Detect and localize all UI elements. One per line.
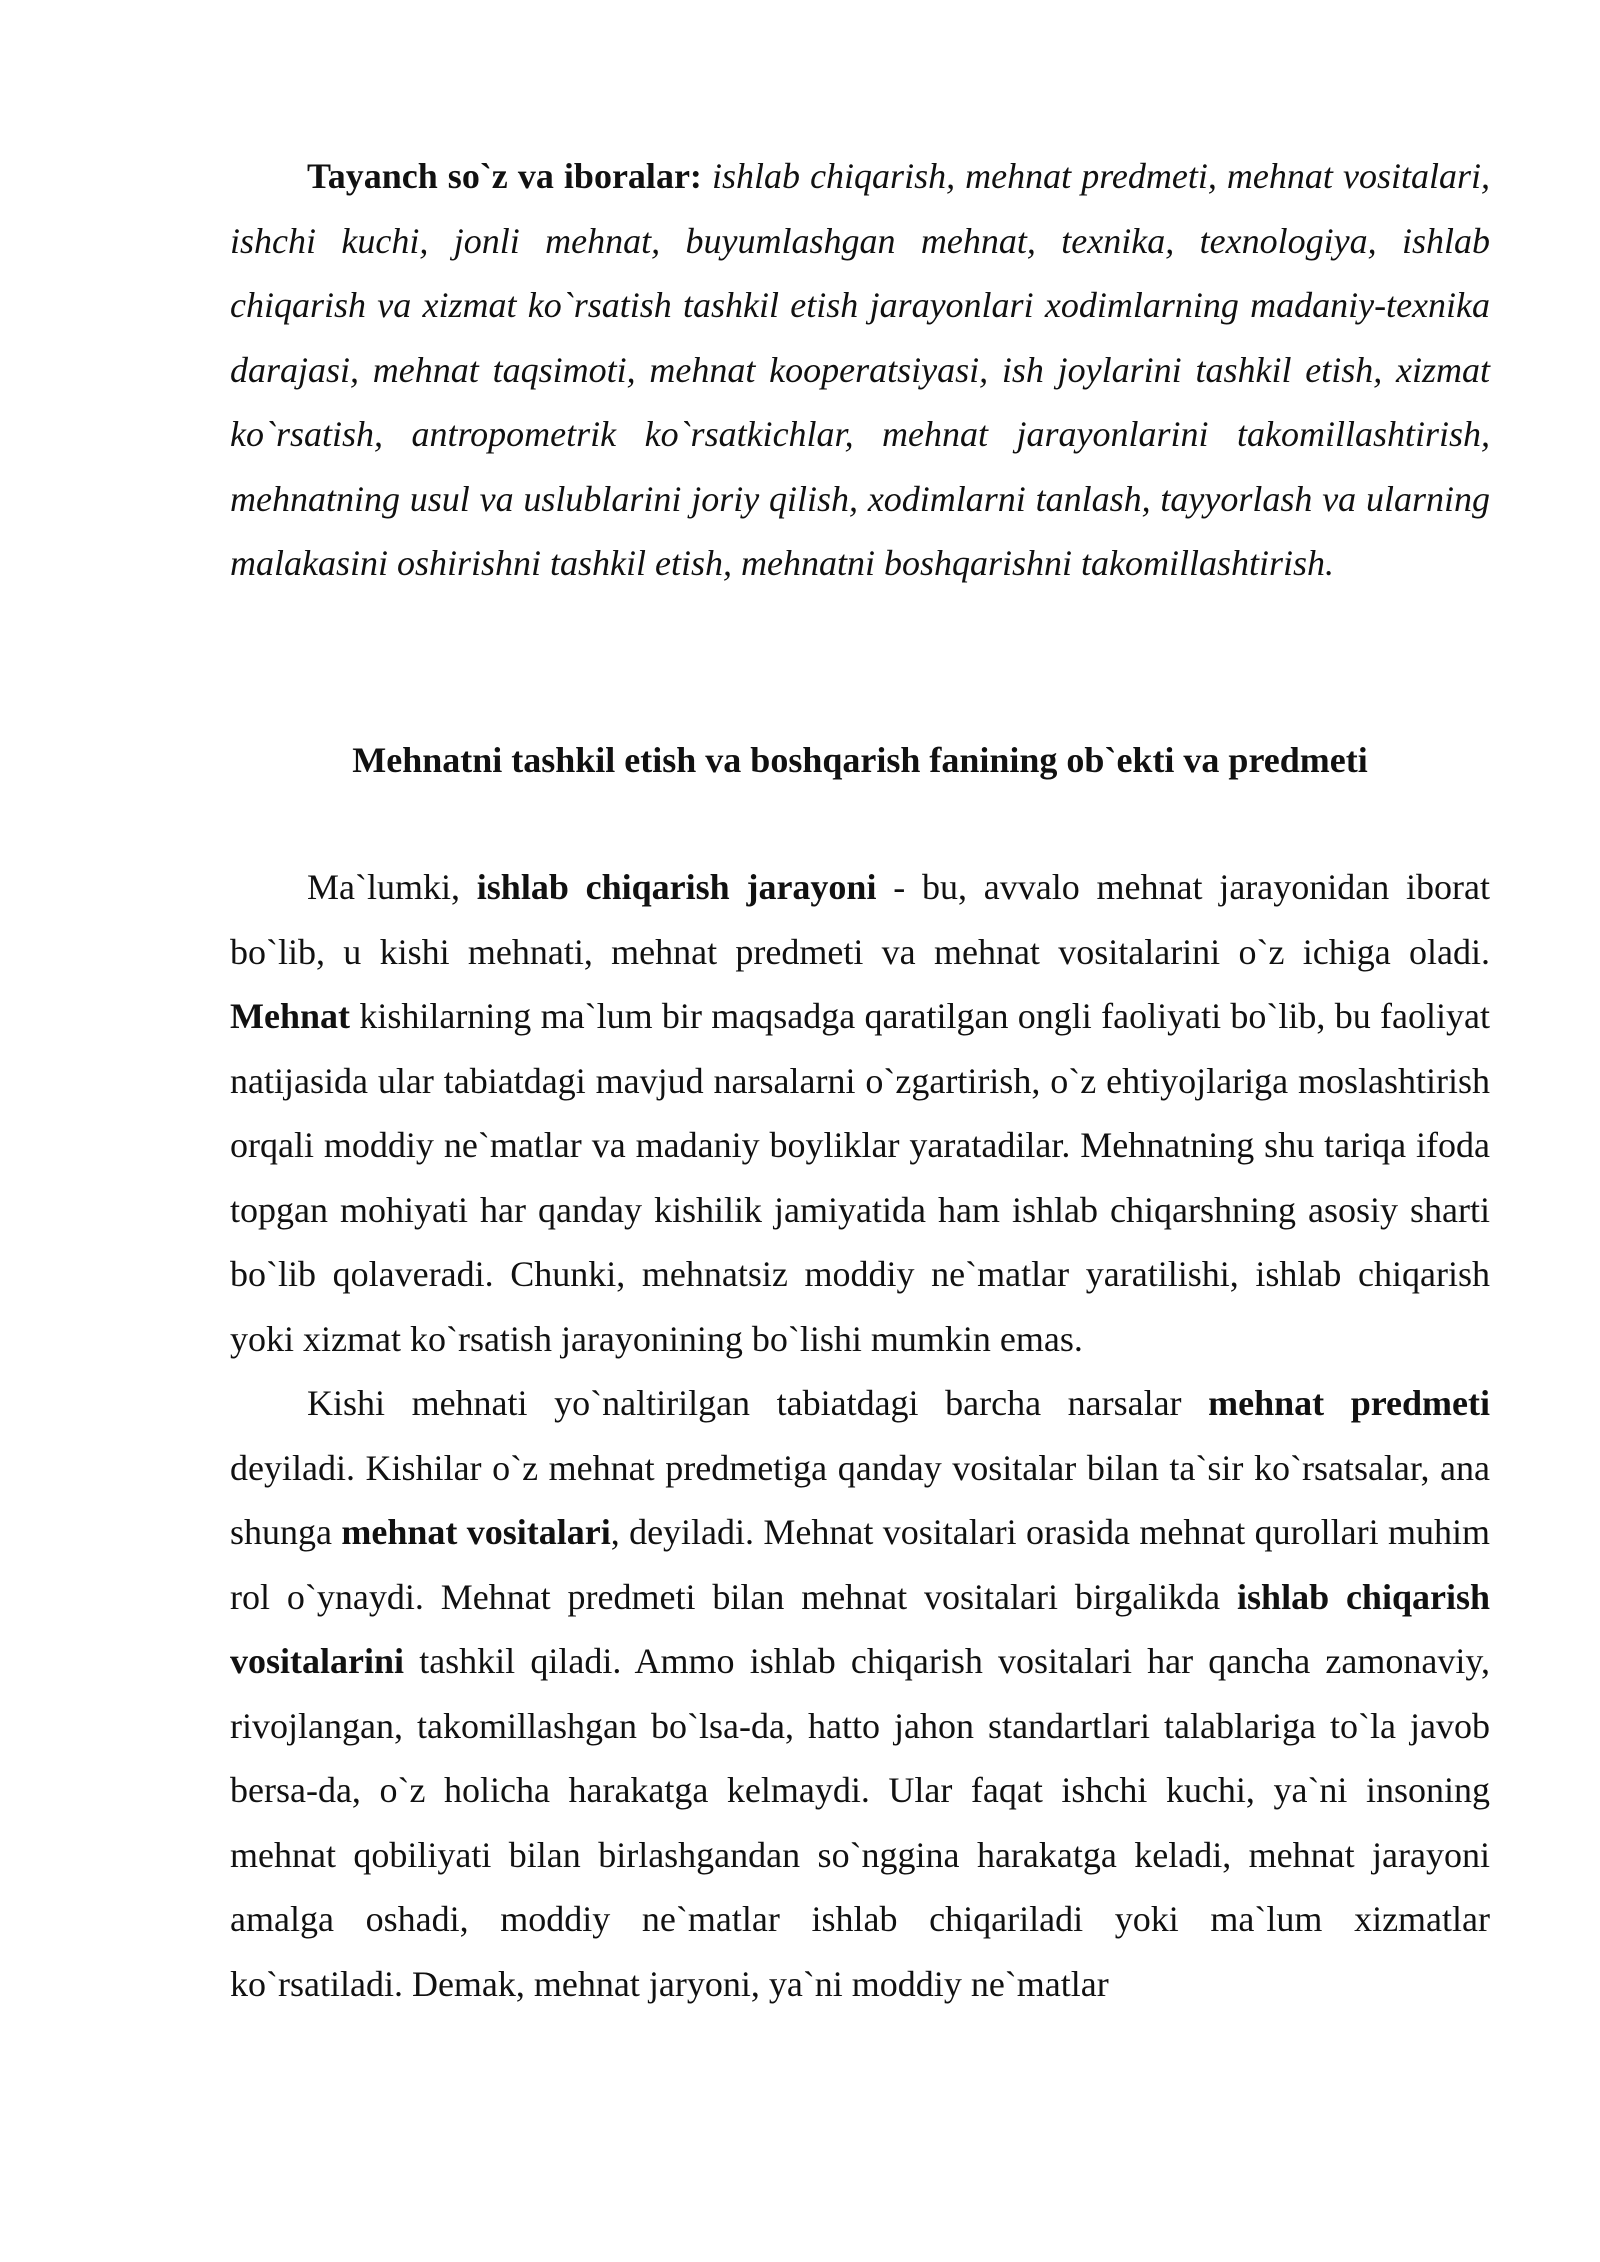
paragraph-1	[230, 855, 1490, 1371]
keywords-label: Tayanch so`z va iboralar:	[307, 156, 702, 196]
keywords-paragraph	[230, 144, 1490, 596]
p2-text-c: deyiladi. Kishilar o`z mehnat predmetiga qanday vositalar bilan ta`sir ko`rsatsalar, ana shunga	[230, 1447, 1490, 1552]
p1-bold-term-labor: Mehnat	[230, 996, 350, 1036]
p1-text-c: - bu, avvalo mehnat jarayonidan iborat bo`lib, u kishi mehnati, mehnat predmeti va mehnat vositalarini o`z ichiga oladi.	[230, 867, 1490, 972]
p2-bold-term-production-means: ishlab chiqarish vositalarini	[230, 1576, 1490, 1681]
p2-text-a: Kishi mehnati yo`naltirilgan tabiatdagi barcha narsalar	[307, 1383, 1209, 1423]
p1-text-e: kishilarning ma`lum bir maqsadga qaratilgan ongli faoliyati bo`lib, bu faoliyat natijasida ular tabiatdagi mavjud narsalarni o`zgartirish, o`z ehtiyojlariga moslashtirish orqali moddiy ne`matlar va madaniy boyliklar yaratadilar. Mehnatning shu tariqa ifoda topgan mohiyati har qanday kishilik jamiyatida ham ishlab chiqarshning asosiy sharti bo`lib qolaveradi. Chunki, mehnatsiz moddiy ne`matlar yaratilishi, ishlab chiqarish yoki xizmat ko`rsatish jarayonining bo`lishi mumkin emas.	[230, 996, 1490, 1359]
body-text	[230, 855, 1490, 2016]
p1-text-a: Ma`lumki,	[307, 867, 477, 907]
section-heading: Mehnatni tashkil etish va boshqarish fanining ob`ekti va predmeti	[352, 740, 1368, 780]
keywords-text: ishlab chiqarish, mehnat predmeti, mehnat vositalari, ishchi kuchi, jonli mehnat, buyumlashgan mehnat, texnika, texnologiya, ishlab chiqarish va xizmat ko`rsatish tashkil etish jarayonlari xodimlarning madaniy-texnika darajasi, mehnat taqsimoti, mehnat kooperatsiyasi, ish joylarini tashkil etish, xizmat ko`rsatish, antropometrik ko`rsatkichlar, mehnat jarayonlarini takomillashtirish, mehnatning usul va uslublarini joriy qilish, xodimlarni tanlash, tayyorlash va ularning malakasini oshirishni tashkil etish, mehnatni boshqarishni takomillashtirish.	[230, 156, 1490, 583]
p2-bold-term-labor-object: mehnat predmeti	[1208, 1383, 1490, 1423]
p1-bold-term-production-process: ishlab chiqarish jarayoni	[476, 867, 877, 907]
paragraph-2	[230, 1371, 1490, 2016]
p2-text-e: , deyiladi. Mehnat vositalari orasida mehnat qurollari muhim rol o`ynaydi. Mehnat predmeti bilan mehnat vositalari birgalikda	[230, 1512, 1490, 1617]
p2-text-g: tashkil qiladi. Ammo ishlab chiqarish vositalari har qancha zamonaviy, rivojlangan, takomillashgan bo`lsa-da, hatto jahon standartlari talablariga to`la javob bersa-da, o`z holicha harakatga kelmaydi. Ular faqat ishchi kuchi, ya`ni insoning mehnat qobiliyati bilan birlashgandan so`nggina harakatga keladi, mehnat jarayoni amalga oshadi, moddiy ne`matlar ishlab chiqariladi yoki ma`lum xizmatlar ko`rsatiladi. Demak, mehnat jaryoni, ya`ni moddiy ne`matlar	[230, 1641, 1490, 2004]
p2-bold-term-labor-means: mehnat vositalari	[341, 1512, 611, 1552]
